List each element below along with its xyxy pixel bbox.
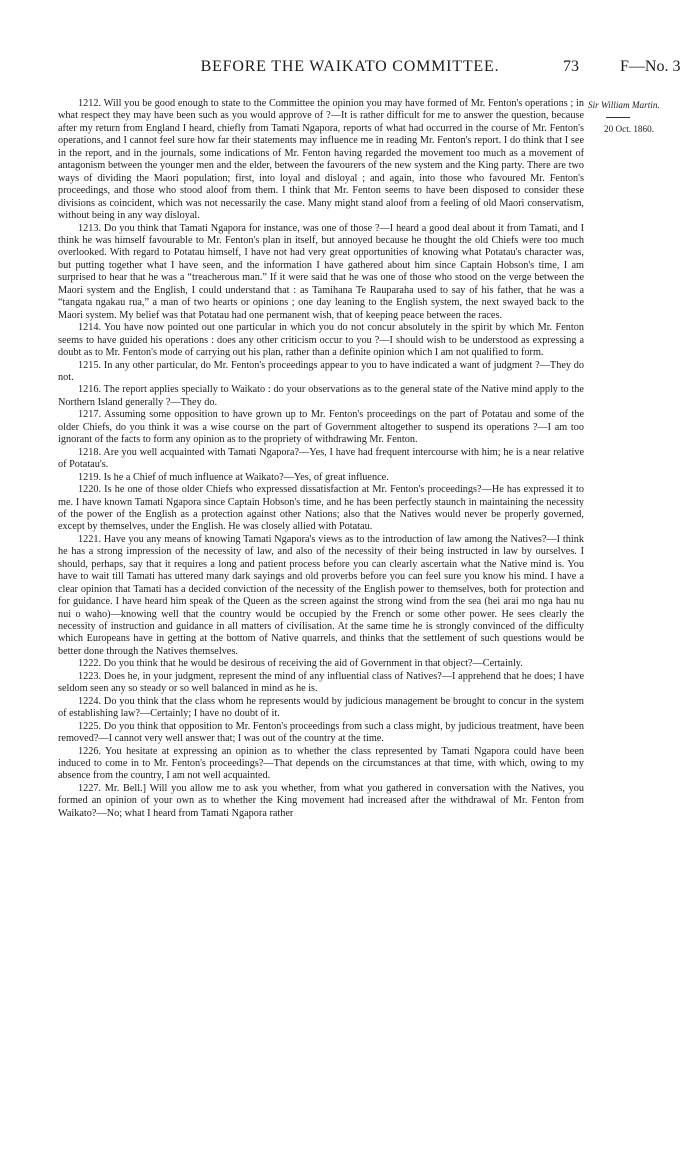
paragraph: 1215. In any other particular, do Mr. Fenton's proceedings appear to you to have indicated a want of judgment ?—They do not. bbox=[58, 359, 584, 383]
margin-note bbox=[588, 100, 698, 134]
paragraph: 1220. Is he one of those older Chiefs who expressed dissatisfaction at Mr. Fenton's proceedings?—He has expressed it to me. I have known Tamati Ngapora since Captain Hobson's time, and he has been perfectly staunch in maintaining the necessity of the power of the English as a protection against other Nations; also that the Natives would never be properly governed, except by themselves, under the English. He was closely allied with Potatau. bbox=[58, 484, 584, 533]
paragraph: 1222. Do you think that he would be desirous of receiving the aid of Government in that object?—Certainly. bbox=[78, 658, 523, 670]
paragraph: 1227. Mr. Bell.] Will you allow me to ask you whether, from what you gathered in conversation with the Natives, you formed an opinion of your own as to whether the King movement had increased after the withdrawal of Mr. Fenton from Waikato?—No; what I heard from Tamati Ngapora rather bbox=[58, 782, 584, 819]
paragraph: 1217. Assuming some opposition to have grown up to Mr. Fenton's proceedings on the part of Potatau and some of the older Chiefs, do you think it was a wise course on the part of Government altogether to suspend its operations ?—I am too ignorant of the facts to form any opinion as to the propriety of withdrawing Mr. Fenton. bbox=[58, 409, 584, 446]
margin-divider bbox=[606, 117, 630, 118]
paragraph: 1219. Is he a Chief of much influence at Waikato?—Yes, of great influence. bbox=[78, 471, 389, 483]
margin-date: 20 Oct. 1860. bbox=[604, 124, 655, 134]
paragraph: 1212. Will you be good enough to state to the Committee the opinion you may have formed of Mr. Fenton's operations ; in what respect they may have been such as you would approve of ?—It is rather difficult for me to answer the question, because after my return from England I heard, chiefly from Tamati Ngapora, reports of what had occurred in the course of Mr. Fenton's operations, and I cannot feel sure how far their statements may influence me in reading Mr. Fenton's report. I do think that I see in the report, and in the journals, some indications of Mr. Fenton having regarded the movement too much as a movement of antagonism between the younger men and the elder, between the favourers of the new system and the King party. There are two ways of dividing the Maori population; first, into loyal and disloyal ; and again, into those who favoured Mr. Fenton's proceedings, and those who stood aloof from them. I think that Mr. Fenton seems to have been disposed to consider these divisions as coincident, which was not necessarily the case. Many might stand aloof from a feeling of old Maori conservatism, without being in any way disloyal. bbox=[58, 98, 584, 222]
paragraph: 1218. Are you well acquainted with Tamati Ngapora?—Yes, I have had frequent intercourse with him; he is a near relative of Potatau's. bbox=[58, 446, 584, 471]
paragraph: 1224. Do you think that the class whom he represents would by judicious management be brought to concur in the system of establishing law?—Certainly; I have no doubt of it. bbox=[58, 695, 584, 720]
page-header bbox=[0, 58, 700, 80]
paragraph: 1216. The report applies specially to Waikato : do your observations as to the general state of the Native mind apply to the Northern Island generally ?—They do. bbox=[58, 384, 584, 408]
paragraph: 1223. Does he, in your judgment, represent the mind of any influential class of Natives?—I apprehend that he does; I have seldom seen any so steady or so well balanced in mind as he is. bbox=[58, 670, 584, 695]
page-number: 73 bbox=[563, 58, 579, 75]
document-series-code: F—No. 3 bbox=[620, 58, 681, 75]
paragraph: 1226. You hesitate at expressing an opinion as to whether the class represented by Tamati Ngapora could have been induced to come in to Mr. Fenton's proceedings?—That depends on the circumstances at that time, with which, owing to my absence from the country, I am not well acquainted. bbox=[58, 745, 584, 782]
paragraph: 1221. Have you any means of knowing Tamati Ngapora's views as to the introduction of law among the Natives?—I think he has a strong impression of the necessity of law, and also of the necessity of their being instructed in law by ourselves. I should, perhaps, say that it requires a long and patient process before you can clearly ascertain what the Native mind is. You have to wait till Tamati has uttered many dark sayings and old proverbs before you can feel sure you know his mind. I have a clear opinion that Tamati has a decided conviction of the necessity of the English power to themselves, both for protection and for guidance. I have heard him speak of the Queen as the screen against the strong wind from the sea (hei arai mo nga hau nu nui o waho)—knowing well that the country would be occupied by the French or some other power. He sees clearly the necessity of instruction and guidance in all matters of civilisation. At the same time he is strongly convinced of the difficulty which Europeans have in getting at the bottom of Native quarrels, and thinks that the settlement of such questions would be better done through the Natives themselves. bbox=[58, 533, 584, 657]
body-text bbox=[58, 98, 584, 820]
paragraph: 1214. You have now pointed out one particular in which you do not concur absolutely in the spirit by which Mr. Fenton seems to have guided his operations : does any other criticism occur to you ?—I should wish to be understood as expressing a doubt as to Mr. Fenton's mode of carrying out his plan, rather than a definite opinion which I am not qualified to form. bbox=[58, 322, 584, 359]
paragraph: 1213. Do you think that Tamati Ngapora for instance, was one of those ?—I heard a good deal about it from Tamati, and I think he was himself favourable to Mr. Fenton's plan in itself, but annoyed because he thought the old Chiefs were too much overlooked. With regard to Potatau himself, I have not had very great opportunities of knowing what Potatau's character was, but putting together what I have seen, and the information I have gathered about him since Captain Hobson's time, I am surprised to hear that he was a “treacherous man.” If it were said that he was one of those who stood on the verge between the Maori system and the English, I could understand that : as Tamihana Te Rauparaha used to say of his father, that he was a “tangata ngakau rua,” a man of two hearts or opinions ; one day leaning to the English system, the next swayed back to the Maori system. My belief was that Potatau had one permanent wish, that of keeping peace between the races. bbox=[58, 222, 584, 321]
paragraph: 1225. Do you think that opposition to Mr. Fenton's proceedings from such a class might, by judicious treatment, have been removed?—I cannot very well answer that; I was out of the country at the time. bbox=[58, 720, 584, 745]
running-title: BEFORE THE WAIKATO COMMITTEE. bbox=[200, 58, 500, 75]
margin-witness-name: Sir William Martin. bbox=[588, 100, 660, 110]
